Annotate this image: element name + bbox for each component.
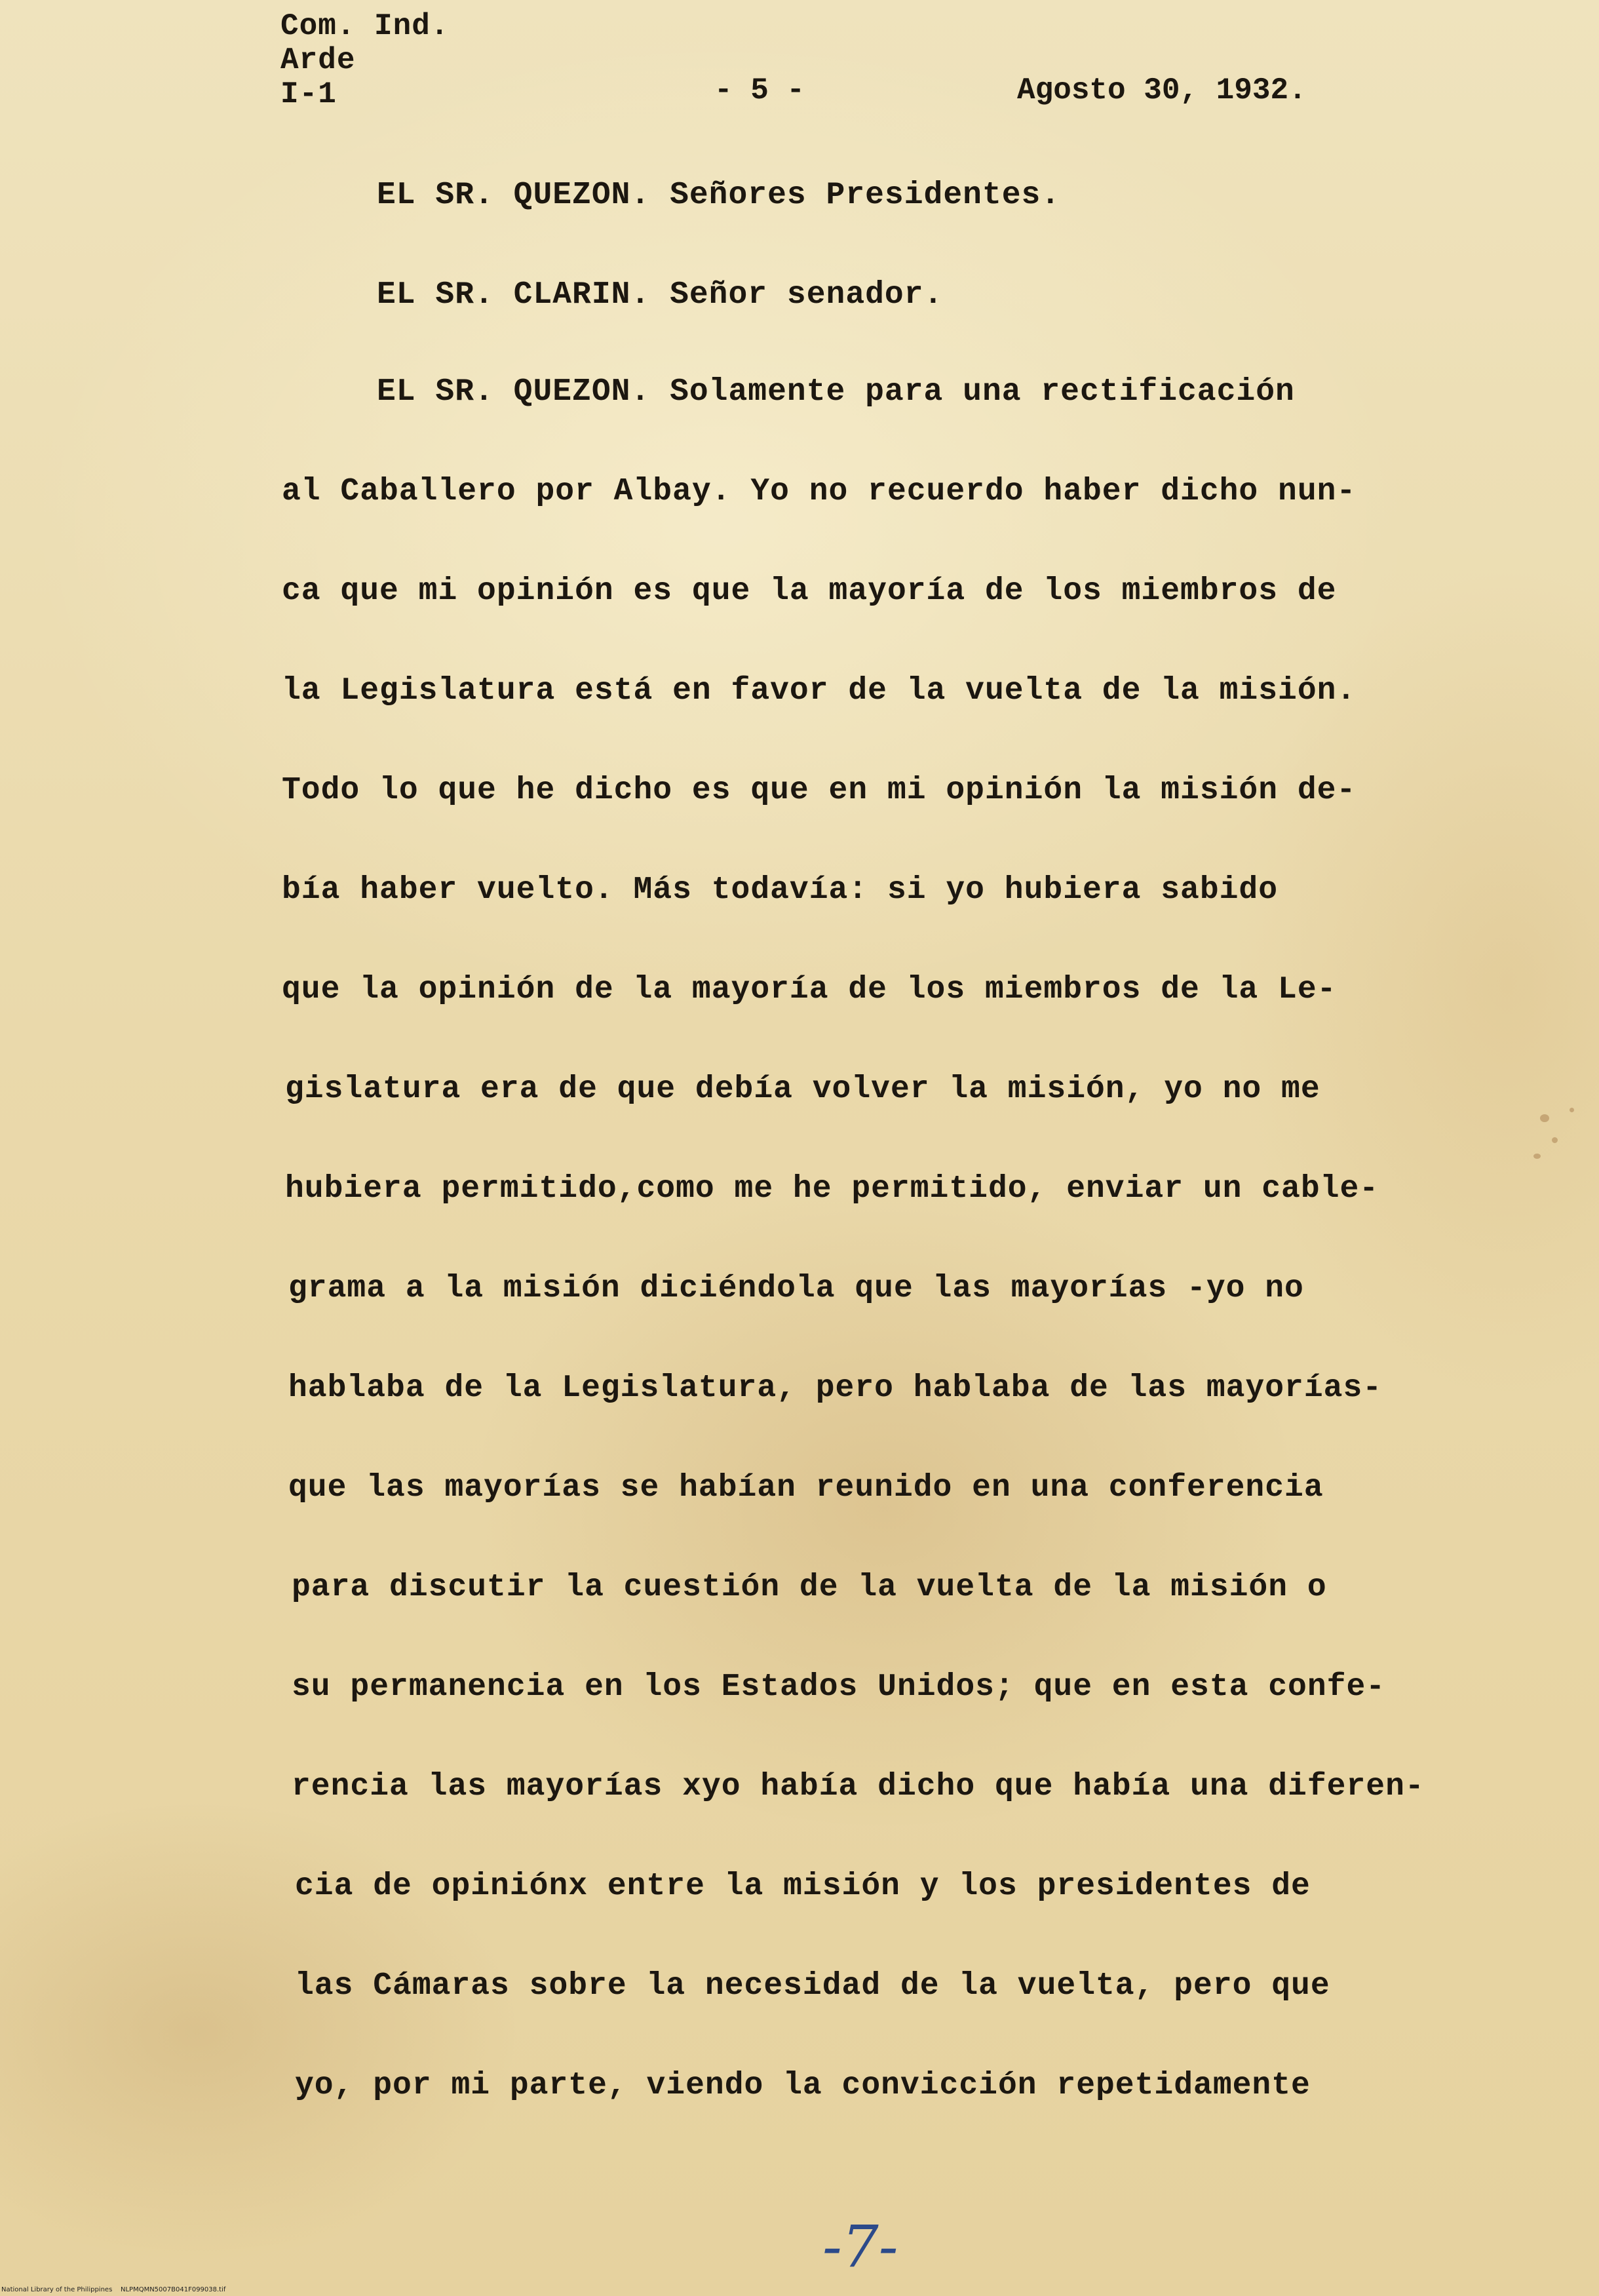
text-line: su permanencia en los Estados Unidos; que en esta confe- bbox=[292, 1669, 1386, 1705]
text-line: gislatura era de que debía volver la misión, yo no me bbox=[285, 1072, 1320, 1107]
stain-mark bbox=[1570, 1108, 1574, 1112]
header-code-2: Arde bbox=[280, 43, 356, 77]
text-line: que la opinión de la mayoría de los miembros de la Le- bbox=[282, 972, 1337, 1007]
text-line: EL SR. QUEZON. Señores Presidentes. bbox=[377, 178, 1061, 213]
text-line: la Legislatura está en favor de la vuelta de la misión. bbox=[282, 673, 1357, 709]
stain-mark bbox=[1533, 1154, 1541, 1159]
document-header-codes bbox=[280, 9, 449, 111]
handwritten-page-number: -7- bbox=[822, 2213, 898, 2280]
stain-mark bbox=[1540, 1114, 1549, 1122]
text-line: grama a la misión diciéndola que las mayorías -yo no bbox=[288, 1271, 1304, 1306]
header-code-3: I-1 bbox=[280, 77, 337, 111]
text-line: hubiera permitido,como me he permitido, enviar un cable- bbox=[285, 1171, 1379, 1207]
header-code-1: Com. Ind. bbox=[280, 9, 450, 43]
text-line: para discutir la cuestión de la vuelta de la misión o bbox=[292, 1570, 1327, 1605]
text-line: las Cámaras sobre la necesidad de la vuelta, pero que bbox=[295, 1968, 1330, 2004]
text-line: EL SR. QUEZON. Solamente para una rectificación bbox=[377, 374, 1295, 410]
text-line: rencia las mayorías xyo había dicho que había una diferen- bbox=[292, 1769, 1425, 1804]
text-line: yo, por mi parte, viendo la convicción repetidamente bbox=[295, 2068, 1311, 2103]
text-line: ca que mi opinión es que la mayoría de los miembros de bbox=[282, 574, 1337, 609]
text-line: Todo lo que he dicho es que en mi opinión la misión de- bbox=[282, 773, 1357, 808]
text-line: cia de opiniónx entre la misión y los presidentes de bbox=[295, 1869, 1311, 1904]
archive-footer-note: National Library of the Philippines NLPMQMN5007B041F099038.tif bbox=[1, 2286, 226, 2293]
text-line: bía haber vuelto. Más todavía: si yo hubiera sabido bbox=[282, 872, 1279, 908]
text-line: que las mayorías se habían reunido en una conferencia bbox=[288, 1470, 1324, 1506]
document-date: Agosto 30, 1932. bbox=[1017, 73, 1307, 107]
text-line: hablaba de la Legislatura, pero hablaba de las mayorías- bbox=[288, 1371, 1383, 1406]
text-line: EL SR. CLARIN. Señor senador. bbox=[377, 277, 944, 313]
page-number: - 5 - bbox=[714, 73, 805, 107]
stain-mark bbox=[1552, 1137, 1558, 1143]
text-line: al Caballero por Albay. Yo no recuerdo haber dicho nun- bbox=[282, 474, 1357, 509]
